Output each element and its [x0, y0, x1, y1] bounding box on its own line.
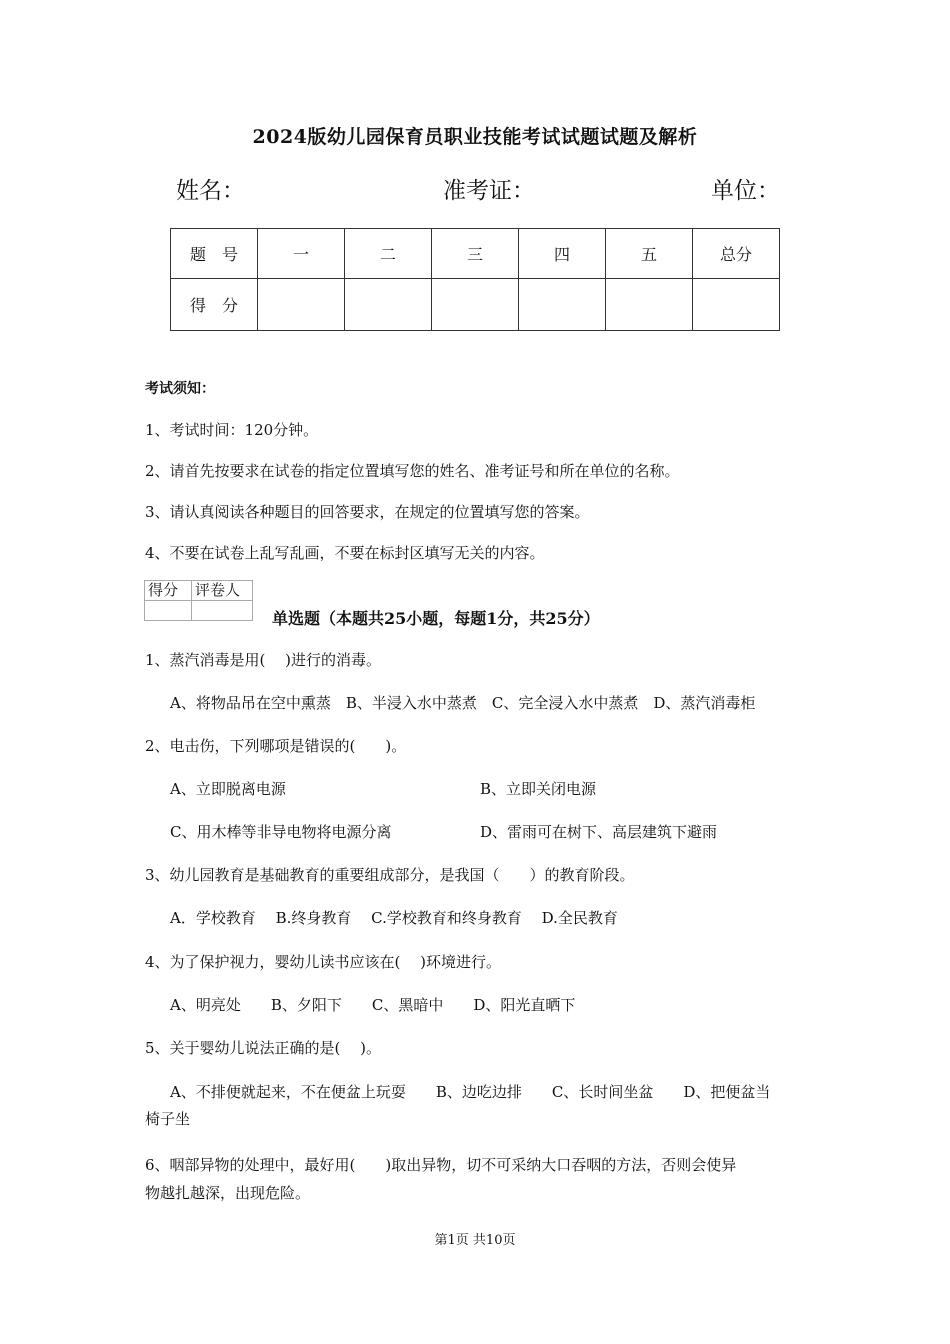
- notice-item: 2、请首先按要求在试卷的指定位置填写您的姓名、准考证号和所在单位的名称。: [145, 462, 680, 480]
- option-c: C、用木棒等非导电物将电源分离: [170, 823, 392, 841]
- score-cell[interactable]: [345, 279, 432, 331]
- score-table: [170, 228, 780, 331]
- score-cell[interactable]: [519, 279, 606, 331]
- notice-item: 1、考试时间：120分钟。: [145, 421, 319, 439]
- question-text-continued: 物越扎越深，出现危险。: [145, 1184, 311, 1202]
- question-text: 5、关于婴幼儿说法正确的是( )。: [145, 1039, 382, 1057]
- row-label-cell: 得 分: [171, 279, 258, 331]
- question-text: 6、咽部异物的处理中，最好用( )取出异物，切不可采纳大口吞咽的方法，否则会使异: [145, 1156, 737, 1174]
- option-d: D、雷雨可在树下、高层建筑下避雨: [480, 823, 718, 841]
- header-cell: 一: [258, 229, 345, 279]
- grader-reviewer-label: 评卷人: [192, 581, 253, 601]
- option-b: B、立即关闭电源: [480, 780, 597, 798]
- page-title: 2024版幼儿园保育员职业技能考试试题试题及解析: [252, 126, 698, 148]
- question-text: 3、幼儿园教育是基础教育的重要组成部分，是我国（ ）的教育阶段。: [145, 866, 635, 884]
- page-footer: 第1页 共10页: [434, 1233, 516, 1248]
- grader-score-label: 得分: [145, 581, 192, 601]
- notice-item: 3、请认真阅读各种题目的回答要求，在规定的位置填写您的答案。: [145, 503, 590, 521]
- header-cell: 总分: [693, 229, 780, 279]
- question-options: A、不排便就起来，不在便盆上玩耍 B、边吃边排 C、长时间坐盆 D、把便盆当: [170, 1083, 771, 1101]
- notice-heading: 考试须知：: [145, 381, 215, 397]
- header-cell: 二: [345, 229, 432, 279]
- exam-number-field-label: 准考证：: [443, 178, 535, 204]
- question-text: 1、蒸汽消毒是用( )进行的消毒。: [145, 651, 382, 669]
- score-cell[interactable]: [693, 279, 780, 331]
- unit-field-label: 单位：: [711, 178, 780, 204]
- notice-item: 4、不要在试卷上乱写乱画，不要在标封区填写无关的内容。: [145, 544, 545, 562]
- section-title: 单选题（本题共25小题，每题1分，共25分）: [272, 609, 600, 628]
- grader-box: [144, 580, 253, 621]
- question-options-continued: 椅子坐: [145, 1110, 191, 1128]
- question-options: A、明亮处 B、夕阳下 C、黑暗中 D、阳光直晒下: [170, 996, 576, 1014]
- name-field-label: 姓名：: [176, 178, 245, 204]
- header-cell: 四: [519, 229, 606, 279]
- grader-score-cell[interactable]: [145, 601, 192, 621]
- question-text: 2、电击伤，下列哪项是错误的( )。: [145, 737, 407, 755]
- score-cell[interactable]: [432, 279, 519, 331]
- question-options: A、将物品吊在空中熏蒸 B、半浸入水中蒸煮 C、完全浸入水中蒸煮 D、蒸汽消毒柜: [170, 694, 756, 712]
- option-a: A、立即脱离电源: [170, 780, 286, 798]
- header-cell: 三: [432, 229, 519, 279]
- question-text: 4、为了保护视力，婴幼儿读书应该在( )环境进行。: [145, 953, 502, 971]
- question-options: A．学校教育 B.终身教育 C.学校教育和终身教育 D.全民教育: [170, 909, 618, 927]
- score-table-header-row: [171, 229, 780, 279]
- score-cell[interactable]: [258, 279, 345, 331]
- score-cell[interactable]: [606, 279, 693, 331]
- header-cell: 题 号: [171, 229, 258, 279]
- score-table-score-row: [171, 279, 780, 331]
- header-cell: 五: [606, 229, 693, 279]
- grader-reviewer-cell[interactable]: [192, 601, 253, 621]
